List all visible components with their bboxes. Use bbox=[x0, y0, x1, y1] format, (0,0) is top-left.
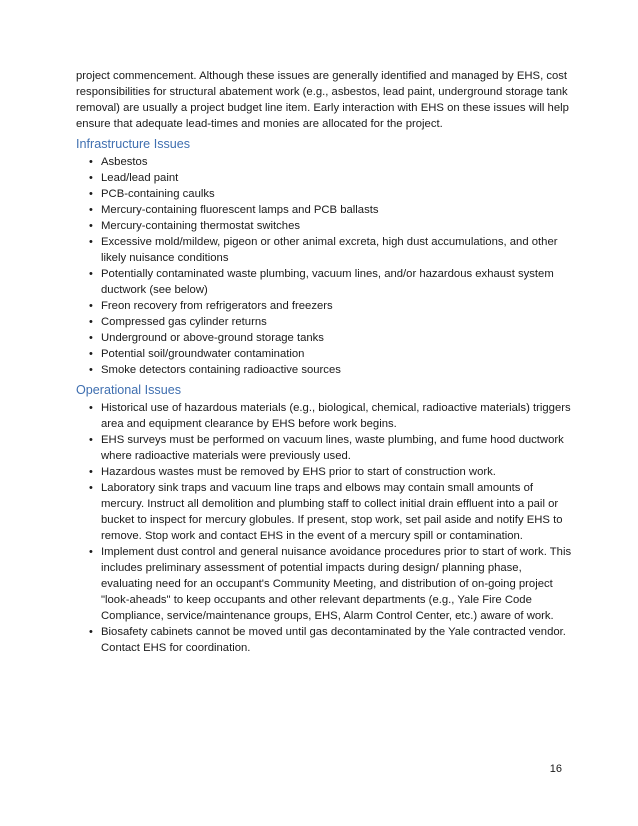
list-item bbox=[88, 480, 576, 544]
bullet-icon: • bbox=[89, 482, 93, 494]
list-item-text: Underground or above-ground storage tanks bbox=[101, 332, 324, 344]
bullet-icon: • bbox=[89, 402, 93, 414]
list-item bbox=[88, 432, 576, 464]
list-item-text: Hazardous wastes must be removed by EHS prior to start of construction work. bbox=[101, 466, 496, 478]
bullet-icon: • bbox=[89, 364, 93, 376]
list-item bbox=[88, 218, 576, 234]
list-item-text: Mercury-containing thermostat switches bbox=[101, 220, 301, 232]
list-item-text: Compressed gas cylinder returns bbox=[101, 316, 267, 328]
list-item bbox=[88, 362, 576, 378]
bullet-icon: • bbox=[89, 300, 93, 312]
list-item bbox=[88, 346, 576, 362]
bullet-icon: • bbox=[89, 156, 93, 168]
bullet-icon: • bbox=[89, 316, 93, 328]
operational-issues-list bbox=[76, 400, 576, 656]
list-item bbox=[88, 298, 576, 314]
list-item bbox=[88, 544, 576, 624]
list-item-text: Mercury-containing fluorescent lamps and PCB ballasts bbox=[101, 204, 379, 216]
list-item-text: Potentially contaminated waste plumbing, vacuum lines, and/or hazardous exhaust system ductwork (see below) bbox=[101, 268, 554, 296]
list-item-text: Laboratory sink traps and vacuum line traps and elbows may contain small amounts of mercury. Instruct all demolition and plumbing staff to collect initial drain effluent into a pail or bucket to inspect for mercury globules. If present, stop work, set pail aside and notify EHS to remove. Stop work and contact EHS in the event of a mercury spill or contamination. bbox=[101, 482, 563, 542]
infrastructure-issues-heading: Infrastructure Issues bbox=[76, 137, 191, 151]
list-item bbox=[88, 186, 576, 202]
bullet-icon: • bbox=[89, 626, 93, 638]
bullet-icon: • bbox=[89, 348, 93, 360]
list-item bbox=[88, 314, 576, 330]
list-item bbox=[88, 624, 576, 656]
list-item bbox=[88, 400, 576, 432]
list-item-text: Lead/lead paint bbox=[101, 172, 179, 184]
list-item-text: Excessive mold/mildew, pigeon or other animal excreta, high dust accumulations, and other likely nuisance conditions bbox=[101, 236, 558, 264]
intro-paragraph: project commencement. Although these issues are generally identified and managed by EHS, cost responsibilities for structural abatement work (e.g., asbestos, lead paint, underground storage tank removal) are usually a project budget line item. Early interaction with EHS on these issues will help ensure that adequate lead-times and monies are allocated for the project. bbox=[76, 70, 569, 130]
list-item-text: PCB-containing caulks bbox=[101, 188, 215, 200]
list-item-text: Biosafety cabinets cannot be moved until gas decontaminated by the Yale contracted vendor. Contact EHS for coordination. bbox=[101, 626, 566, 654]
list-item-text: Historical use of hazardous materials (e.g., biological, chemical, radioactive materials) triggers area and equipment clearance by EHS before work begins. bbox=[101, 402, 571, 430]
list-item-text: Smoke detectors containing radioactive sources bbox=[101, 364, 341, 376]
list-item-text: EHS surveys must be performed on vacuum lines, waste plumbing, and fume hood ductwork where radioactive materials were previously used. bbox=[101, 434, 564, 462]
bullet-icon: • bbox=[89, 220, 93, 232]
list-item-text: Potential soil/groundwater contamination bbox=[101, 348, 305, 360]
operational-issues-heading: Operational Issues bbox=[76, 383, 182, 397]
bullet-icon: • bbox=[89, 268, 93, 280]
bullet-icon: • bbox=[89, 236, 93, 248]
page-number: 16 bbox=[549, 763, 562, 775]
list-item bbox=[88, 234, 576, 266]
list-item bbox=[88, 330, 576, 346]
bullet-icon: • bbox=[89, 188, 93, 200]
page-content bbox=[76, 68, 576, 656]
list-item bbox=[88, 154, 576, 170]
list-item bbox=[88, 170, 576, 186]
list-item bbox=[88, 266, 576, 298]
bullet-icon: • bbox=[89, 466, 93, 478]
bullet-icon: • bbox=[89, 204, 93, 216]
list-item bbox=[88, 464, 576, 480]
infrastructure-issues-list bbox=[76, 154, 576, 378]
bullet-icon: • bbox=[89, 434, 93, 446]
list-item-text: Implement dust control and general nuisance avoidance procedures prior to start of work. This includes preliminary assessment of potential impacts during design/ planning phase, evaluating need for an occupant's Community Meeting, and distribution of on-going project "look-aheads" to keep occupants and other relevant departments (e.g., Yale Fire Code Compliance, service/maintenance groups, EHS, Alarm Control Center, etc.) aware of work. bbox=[101, 546, 572, 622]
bullet-icon: • bbox=[89, 172, 93, 184]
bullet-icon: • bbox=[89, 332, 93, 344]
bullet-icon: • bbox=[89, 546, 93, 558]
list-item-text: Asbestos bbox=[101, 156, 148, 168]
list-item bbox=[88, 202, 576, 218]
list-item-text: Freon recovery from refrigerators and freezers bbox=[101, 300, 333, 312]
